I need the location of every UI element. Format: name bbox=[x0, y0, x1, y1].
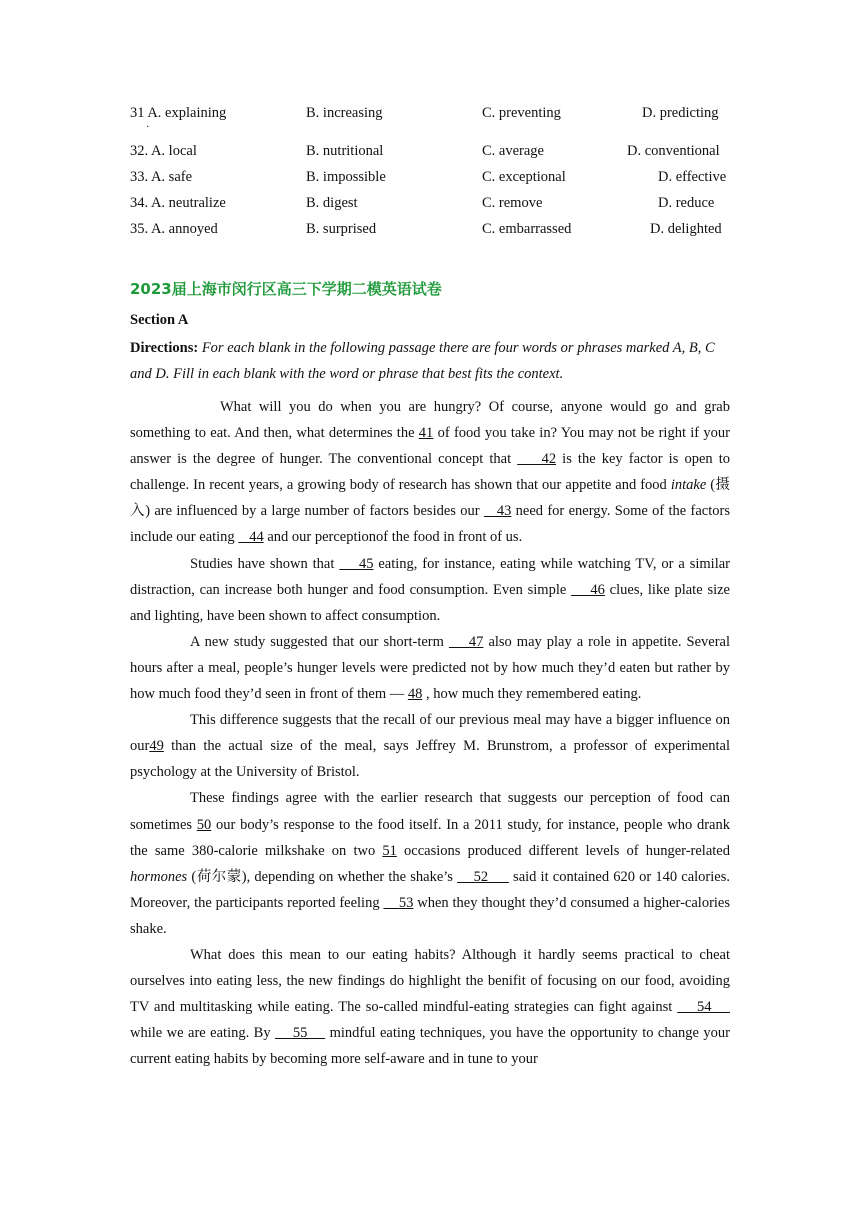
paragraph-5 bbox=[130, 785, 730, 942]
passage bbox=[130, 394, 730, 1072]
paragraph-3 bbox=[130, 629, 730, 707]
option-c: C. remove bbox=[482, 195, 543, 211]
option-a: 35. A. annoyed bbox=[130, 221, 218, 237]
stray-dot: · bbox=[146, 122, 150, 133]
option-c: C. exceptional bbox=[482, 169, 566, 185]
option-c: C. average bbox=[482, 143, 544, 159]
text: (荷尔蒙), depending on whether the shake’s bbox=[187, 868, 458, 885]
text: (摄入) are influenced by a large number of factors besides our bbox=[130, 477, 730, 520]
option-b: B. increasing bbox=[306, 105, 383, 121]
option-d: D. conventional bbox=[627, 143, 720, 159]
italic-term: hormones bbox=[130, 868, 188, 885]
text: clues, like plate size and lighting, have been shown to affect consumption. bbox=[130, 581, 730, 624]
blank-50: 50 bbox=[196, 816, 212, 833]
text: occasions produced different levels of hunger-related bbox=[396, 842, 730, 859]
text: eating, for instance, eating while watching TV, or a similar distraction, can increase both hunger and food consumption. Even simple bbox=[130, 555, 730, 598]
blank-51: 51 bbox=[382, 842, 397, 859]
text: than the actual size of the meal, says Jeffrey M. Brunstrom, a professor of experimental psychology at the University of Bristol. bbox=[130, 738, 730, 781]
blank-41: 41 bbox=[418, 425, 434, 442]
option-d: D. reduce bbox=[658, 195, 715, 211]
text: when they thought they’d consumed a higher-calories shake. bbox=[130, 894, 731, 937]
blank-42: 42 bbox=[517, 451, 557, 468]
option-a: 31 A. explaining bbox=[130, 105, 227, 121]
option-d: D. effective bbox=[658, 169, 727, 185]
text: need for energy. Some of the factors include our eating bbox=[130, 503, 730, 546]
section-heading: Section A bbox=[130, 312, 189, 328]
blank-52: 52 bbox=[457, 868, 509, 885]
option-row-34 bbox=[130, 192, 750, 218]
directions bbox=[130, 335, 730, 387]
text: What does this mean to our eating habits? Although it hardly seems practical to cheat ourselves into eating less, the new findings do highlight the benifit of focusing on our food, avoiding TV and multitasking while eating. The so-called mindful-eating strategies can fight against bbox=[130, 946, 730, 1016]
option-b: B. impossible bbox=[306, 169, 386, 185]
option-c: C. preventing bbox=[482, 105, 561, 121]
blank-46: 46 bbox=[571, 581, 605, 598]
text: Studies have shown that bbox=[190, 555, 340, 572]
blank-49: 49 bbox=[149, 738, 164, 755]
text: mindful eating techniques, you have the opportunity to change your current eating habits by becoming more self-aware and in tune to your bbox=[130, 1025, 731, 1068]
text: said it contained 620 or 140 calories. Moreover, the participants reported feeling bbox=[130, 868, 730, 911]
blank-43: 43 bbox=[483, 503, 512, 520]
text: This difference suggests that the recall of our previous meal may have a bigger influence on our bbox=[130, 712, 730, 755]
text: What will you do when you are hungry? Of course, anyone would go and grab something to eat. And then, what determines the bbox=[130, 399, 730, 442]
blank-44: 44 bbox=[238, 529, 264, 546]
blank-53: 53 bbox=[383, 894, 414, 911]
text: is the key factor is open to challenge. In recent years, a growing body of research has shown that our appetite and food bbox=[130, 451, 730, 494]
paragraph-6 bbox=[130, 942, 730, 1072]
text: A new study suggested that our short-term bbox=[190, 633, 449, 650]
option-a: 34. A. neutralize bbox=[130, 195, 226, 211]
option-b: B. surprised bbox=[306, 221, 377, 237]
paragraph-2 bbox=[130, 551, 730, 629]
option-c: C. embarrassed bbox=[482, 221, 572, 237]
option-row-35 bbox=[130, 218, 750, 244]
italic-term: intake bbox=[670, 477, 707, 494]
blank-48: 48 bbox=[407, 686, 423, 703]
option-row-32 bbox=[130, 140, 750, 166]
blank-45: 45 bbox=[339, 555, 374, 572]
text: while we are eating. By bbox=[130, 1025, 276, 1042]
exam-title: 2023届上海市闵行区高三下学期二模英语试卷 bbox=[130, 280, 442, 298]
option-d: D. predicting bbox=[642, 105, 719, 121]
text: our body’s response to the food itself. In a 2011 study, for instance, people who drank the same 380-calorie milkshake on two bbox=[130, 816, 730, 859]
directions-label: Directions: bbox=[130, 340, 199, 356]
option-row-31 bbox=[130, 102, 750, 128]
option-b: B. nutritional bbox=[306, 143, 384, 159]
option-d: D. delighted bbox=[650, 221, 722, 237]
option-row-33 bbox=[130, 166, 750, 192]
text: of food you take in? You may not be right if your answer is the degree of hunger. The conventional concept that bbox=[130, 425, 730, 468]
text: also may play a role in appetite. Several hours after a meal, people’s hunger levels were predicted not by how much they’d eaten but rather by how much food they’d seen in front of them — bbox=[130, 633, 730, 703]
option-b: B. digest bbox=[306, 195, 358, 211]
paragraph-1 bbox=[130, 394, 730, 551]
option-a: 32. A. local bbox=[130, 143, 197, 159]
paragraph-4 bbox=[130, 707, 730, 785]
option-a: 33. A. safe bbox=[130, 169, 193, 185]
text: These findings agree with the earlier research that suggests our perception of food can sometimes bbox=[130, 790, 730, 833]
directions-text: For each blank in the following passage there are four words or phrases marked A, B, C and D. Fill in each blank with the word or phrase that best fits the context. bbox=[130, 340, 715, 382]
text: , how much they remembered eating. bbox=[422, 686, 642, 703]
blank-47: 47 bbox=[448, 633, 484, 650]
blank-55: 55 bbox=[275, 1025, 326, 1042]
blank-54: 54 bbox=[677, 999, 730, 1016]
answer-options bbox=[130, 102, 750, 244]
text: and our perceptionof the food in front of us. bbox=[263, 529, 523, 546]
